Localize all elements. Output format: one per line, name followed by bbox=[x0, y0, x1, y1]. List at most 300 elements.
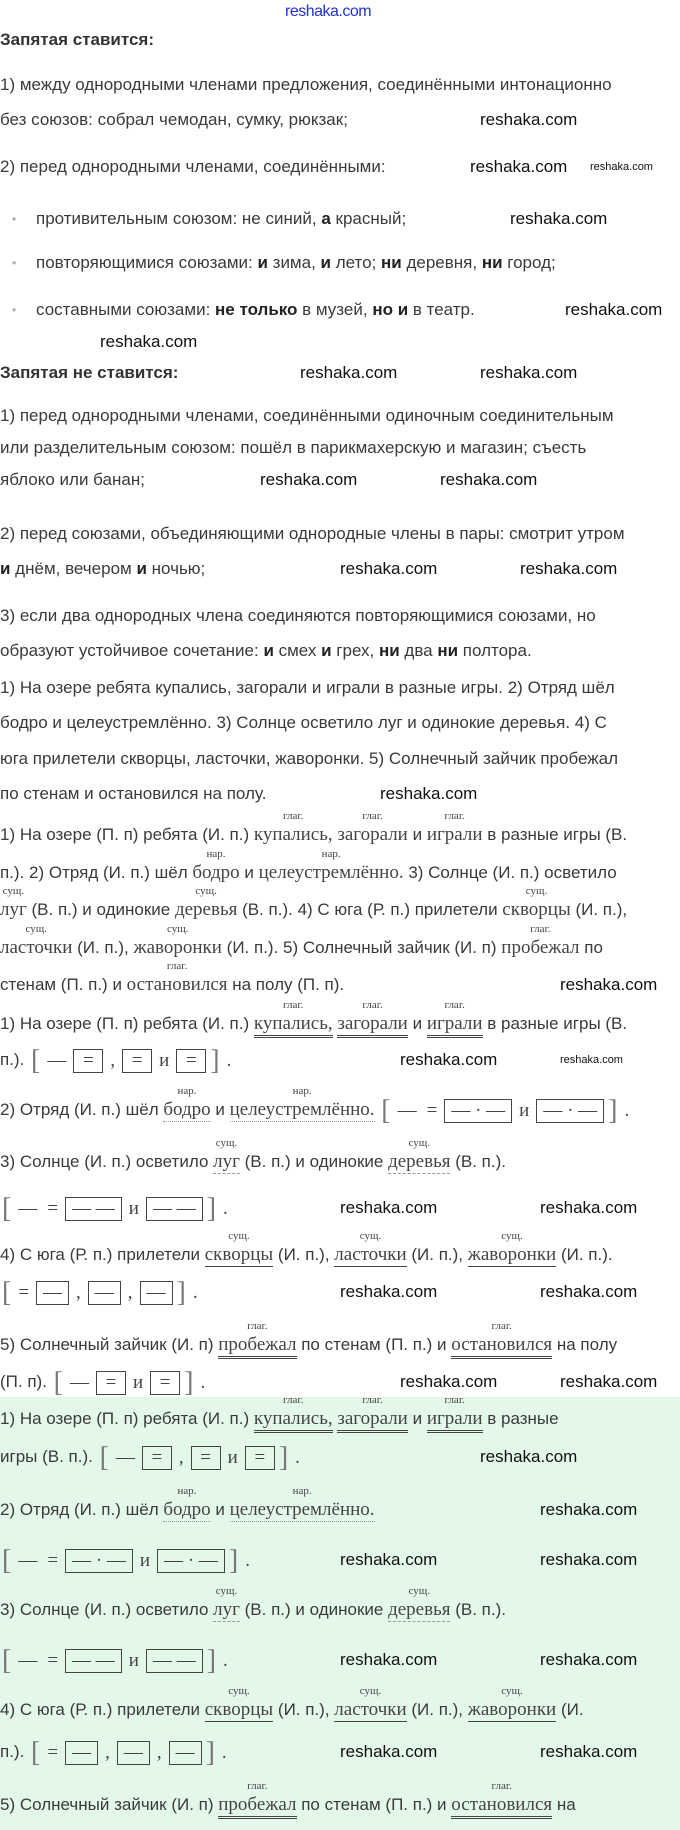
scheme-symbol: = bbox=[18, 1281, 30, 1303]
parsed-word: загорали глаг. bbox=[337, 1408, 408, 1433]
part-of-speech-label: глаг. bbox=[444, 810, 465, 822]
parsed-word: луг сущ. bbox=[0, 885, 27, 920]
scheme-symbol: , bbox=[156, 1741, 162, 1763]
part-of-speech-label: нар. bbox=[177, 1485, 197, 1497]
text-segment: 1) перед однородными членами, соединёнными одиночным соединительным bbox=[0, 406, 614, 425]
rule-1-cont bbox=[0, 108, 348, 132]
watermark: reshaka.com bbox=[510, 209, 608, 228]
watermark: reshaka.com bbox=[340, 1282, 438, 1301]
text-segment: и bbox=[210, 1500, 230, 1519]
scheme-symbol: и bbox=[128, 1649, 139, 1671]
bold-conjunction: не только bbox=[215, 300, 298, 319]
scheme-symbol: . bbox=[223, 1197, 228, 1219]
bold-conjunction: и bbox=[0, 559, 11, 578]
part-of-speech-label: нар. bbox=[292, 1485, 312, 1497]
sentence-scheme bbox=[0, 1192, 233, 1224]
text-segment: 4) С юга (Р. п.) прилетели bbox=[0, 1700, 205, 1719]
scheme-bracket: ] bbox=[278, 1441, 289, 1473]
text-segment: в театр. bbox=[408, 300, 475, 319]
parsed-word: луг сущ. bbox=[213, 1585, 240, 1620]
part-of-speech-label: сущ. bbox=[215, 1137, 238, 1149]
parsed-word: ласточки сущ. bbox=[0, 923, 73, 958]
scheme-symbol: . bbox=[226, 1049, 232, 1071]
sentence-scheme bbox=[29, 1736, 232, 1768]
text-segment: 4) С юга (Р. п.) прилетели bbox=[0, 1245, 205, 1264]
parsed-word: деревья сущ. bbox=[388, 1137, 451, 1172]
scheme-symbol: — bbox=[69, 1371, 89, 1393]
watermark: reshaka.com bbox=[565, 300, 663, 319]
text-segment: 5) Солнечный зайчик (И. п) bbox=[0, 1335, 219, 1354]
text-segment: 2) перед однородными членами, соединёнными: bbox=[0, 157, 386, 176]
scheme-box: — bbox=[140, 1281, 173, 1305]
watermark: reshaka.com bbox=[560, 975, 658, 994]
answer-sentence-1 bbox=[0, 1394, 559, 1431]
watermark: reshaka.com bbox=[440, 470, 538, 489]
bold-conjunction: и bbox=[136, 559, 147, 578]
bold-conjunction: и bbox=[321, 641, 332, 660]
scheme-box: — — bbox=[146, 1197, 203, 1221]
parsed-word: остановился глаг. bbox=[126, 960, 228, 995]
watermark: reshaka.com bbox=[590, 161, 653, 173]
text-segment: по стенам и остановился на полу. bbox=[0, 784, 267, 803]
scheme-box: = bbox=[176, 1049, 206, 1073]
sentence-4-scheme bbox=[0, 1276, 203, 1308]
exception-1 bbox=[0, 404, 614, 428]
watermark: reshaka.com bbox=[560, 1054, 623, 1066]
sentence-5-scheme bbox=[0, 1366, 210, 1398]
scheme-symbol: = bbox=[426, 1099, 438, 1121]
scheme-symbol: . bbox=[223, 1649, 228, 1671]
scheme-symbol: = bbox=[47, 1741, 59, 1763]
watermark: reshaka.com bbox=[480, 1447, 578, 1466]
answer-sentence-5 bbox=[0, 1780, 576, 1817]
parsed-word: играли глаг. bbox=[426, 810, 483, 845]
watermark: reshaka.com bbox=[540, 1650, 638, 1669]
text-segment: (И. п.). bbox=[556, 1245, 613, 1264]
text-segment: без союзов: собрал чемодан, сумку, рюкзак; bbox=[0, 110, 348, 129]
text-segment: два bbox=[399, 641, 438, 660]
text-segment: (И. п.), bbox=[406, 1245, 468, 1264]
scheme-symbol: и bbox=[139, 1549, 151, 1571]
watermark: reshaka.com bbox=[540, 1500, 638, 1519]
text-segment: (В. п.) и одинокие bbox=[239, 1152, 389, 1171]
exercise-text bbox=[0, 782, 266, 806]
text-segment: 1) На озере ребята купались, загорали и играли в разные игры. 2) Отряд шёл bbox=[0, 678, 615, 697]
text-segment: (В. п.). 4) С юга (Р. п.) прилетели bbox=[237, 900, 503, 919]
parsed-word: купались, глаг. bbox=[254, 1013, 333, 1038]
part-of-speech-label: глаг. bbox=[247, 1320, 268, 1332]
part-of-speech-label: сущ. bbox=[408, 1585, 430, 1597]
parsed-word: остановился глаг. bbox=[451, 1794, 552, 1819]
scheme-symbol: — bbox=[47, 1049, 67, 1071]
scheme-symbol: . bbox=[200, 1371, 206, 1393]
bold-conjunction: но и bbox=[372, 300, 409, 319]
scheme-symbol: — bbox=[397, 1099, 417, 1121]
sentence-scheme bbox=[0, 1644, 233, 1676]
text-segment: 1) На озере (П. п) ребята (И. п.) bbox=[0, 1409, 254, 1428]
scheme-bracket: ] bbox=[206, 1192, 217, 1224]
parsed-word: жаворонки сущ. bbox=[467, 1230, 557, 1265]
sentence-scheme bbox=[0, 1544, 255, 1576]
part-of-speech-label: сущ. bbox=[501, 1685, 523, 1697]
text-segment: составными союзами: bbox=[36, 300, 216, 319]
part-of-speech-label: сущ. bbox=[2, 885, 25, 897]
text-segment: в разные игры (В. bbox=[482, 825, 628, 844]
scheme-box: — · — bbox=[157, 1549, 225, 1573]
text-segment: 2) Отряд (И. п.) шёл bbox=[0, 1100, 164, 1119]
text-segment: п.). 2) Отряд (И. п.) шёл bbox=[0, 863, 193, 882]
text-segment: (И. bbox=[556, 1700, 584, 1719]
sentence-scheme bbox=[0, 1276, 203, 1308]
parsed-word: ласточки сущ. bbox=[334, 1685, 407, 1720]
scheme-box: — bbox=[117, 1741, 150, 1765]
scheme-box: = bbox=[96, 1371, 126, 1395]
scheme-box: — bbox=[36, 1281, 69, 1305]
text-segment: (И. п.), bbox=[406, 1700, 468, 1719]
parsed-word: играли глаг. bbox=[427, 1408, 483, 1433]
parsed-word: остановился глаг. bbox=[451, 1334, 552, 1359]
text-segment: и bbox=[210, 1100, 230, 1119]
text-segment: стенам (П. п.) и bbox=[0, 975, 127, 994]
watermark: reshaka.com bbox=[340, 1742, 438, 1761]
sentence-scheme bbox=[29, 1044, 236, 1076]
part-of-speech-label: глаг. bbox=[283, 810, 304, 822]
text-segment: (И. п.), bbox=[570, 900, 628, 919]
answer-sentence-2-scheme bbox=[0, 1544, 255, 1576]
scheme-symbol: , bbox=[105, 1741, 110, 1763]
parsed-word: луг сущ. bbox=[213, 1137, 240, 1172]
text-segment: и bbox=[239, 863, 259, 882]
scheme-box: = bbox=[73, 1049, 103, 1073]
scheme-box: — — bbox=[65, 1197, 122, 1221]
parsed-sentence-5 bbox=[0, 1320, 618, 1357]
text-segment: 2) перед союзами, объединяющими однородные члены в пары: смотрит утром bbox=[0, 524, 625, 543]
part-of-speech-label: глаг. bbox=[530, 923, 551, 935]
part-of-speech-label: сущ. bbox=[359, 1230, 382, 1242]
part-of-speech-label: сущ. bbox=[501, 1230, 523, 1242]
text-segment: зима, bbox=[267, 253, 321, 272]
watermark: reshaka.com bbox=[340, 559, 438, 578]
scheme-box: — bbox=[169, 1741, 202, 1765]
bold-conjunction: ни bbox=[381, 253, 402, 272]
part-of-speech-label: глаг. bbox=[283, 1394, 304, 1406]
part-of-speech-label: нар. bbox=[177, 1085, 197, 1097]
answer-sentence-4 bbox=[0, 1685, 584, 1722]
watermark: reshaka.com bbox=[400, 1050, 498, 1069]
rule-1 bbox=[0, 73, 612, 97]
text-segment: (П. п). bbox=[0, 1372, 52, 1391]
scheme-bracket: [ bbox=[2, 1276, 12, 1308]
rule-2-bullet-3 bbox=[36, 298, 475, 322]
scheme-bracket: [ bbox=[31, 1736, 41, 1768]
watermark: reshaka.com bbox=[260, 470, 358, 489]
scheme-box: = bbox=[191, 1446, 221, 1470]
bold-conjunction: и bbox=[320, 253, 331, 272]
scheme-symbol: и bbox=[132, 1371, 144, 1393]
exercise-text bbox=[0, 711, 607, 735]
text-segment: 5) Солнечный зайчик (И. п) bbox=[0, 1795, 219, 1814]
exception-3 bbox=[0, 604, 596, 628]
scheme-symbol: , bbox=[110, 1049, 116, 1071]
watermark: reshaka.com bbox=[300, 363, 398, 382]
text-segment: лето; bbox=[330, 253, 382, 272]
scheme-bracket: [ bbox=[2, 1192, 12, 1224]
text-segment: в разные игры (В. bbox=[482, 1014, 628, 1033]
parsed-word: деревья сущ. bbox=[174, 885, 238, 920]
part-of-speech-label: глаг. bbox=[362, 810, 383, 822]
watermark: reshaka.com bbox=[480, 110, 578, 129]
heading-comma-required bbox=[0, 28, 154, 52]
watermark: reshaka.com bbox=[540, 1550, 638, 1569]
part-of-speech-label: сущ. bbox=[408, 1137, 430, 1149]
text-segment: 2) Отряд (И. п.) шёл bbox=[0, 1500, 164, 1519]
scheme-box: — · — bbox=[444, 1099, 512, 1123]
scheme-symbol: — bbox=[18, 1649, 38, 1671]
watermark: reshaka.com bbox=[100, 332, 198, 351]
parsed-word: бодро нар. bbox=[192, 848, 240, 883]
parsed-word: пробежал глаг. bbox=[218, 1794, 296, 1819]
text-segment: или разделительным союзом: пошёл в парикмахерскую и магазин; съесть bbox=[0, 438, 587, 457]
part-of-speech-label: сущ. bbox=[359, 1685, 382, 1697]
scheme-symbol: , bbox=[127, 1281, 133, 1303]
watermark: reshaka.com bbox=[400, 1372, 498, 1391]
scheme-box: = bbox=[245, 1446, 275, 1470]
text-segment: на полу (П. п). bbox=[227, 975, 345, 994]
scheme-bracket: [ bbox=[53, 1366, 63, 1398]
scheme-bracket: [ bbox=[2, 1544, 12, 1576]
scheme-symbol: , bbox=[178, 1446, 184, 1468]
parsed-word: жаворонки сущ. bbox=[133, 923, 222, 958]
scheme-symbol: = bbox=[47, 1649, 59, 1671]
text-segment: Запятая не ставится: bbox=[0, 363, 179, 382]
part-of-speech-label: глаг. bbox=[362, 1394, 383, 1406]
part-of-speech-label: сущ. bbox=[228, 1230, 250, 1242]
bold-conjunction: и bbox=[263, 641, 274, 660]
text-segment: (И. п.), bbox=[72, 938, 134, 957]
scheme-box: = bbox=[142, 1446, 172, 1470]
exercise-text bbox=[0, 676, 615, 700]
text-segment: (В. п.) и одинокие bbox=[239, 1600, 389, 1619]
scheme-bracket: ] bbox=[210, 1044, 220, 1076]
exception-1-cont bbox=[0, 468, 145, 492]
part-of-speech-label: сущ. bbox=[25, 923, 47, 935]
text-segment: 3) Солнце (И. п.) осветило bbox=[0, 1152, 214, 1171]
parsed-word: бодро нар. bbox=[163, 1085, 211, 1120]
sentence-3-scheme bbox=[0, 1192, 233, 1224]
text-segment: 1) между однородными членами предложения, соединёнными интонационно bbox=[0, 75, 612, 94]
text-segment: Запятая ставится: bbox=[0, 30, 154, 49]
scheme-symbol: и bbox=[519, 1099, 530, 1121]
parsed-word: загорали глаг. bbox=[337, 810, 408, 845]
part-of-speech-label: глаг. bbox=[444, 999, 465, 1011]
part-of-speech-label: сущ. bbox=[215, 1585, 238, 1597]
watermark: reshaka.com bbox=[380, 784, 478, 803]
text-segment: и bbox=[407, 1409, 427, 1428]
text-segment: 3) если два однородных члена соединяются повторяющимися союзами, но bbox=[0, 606, 596, 625]
text-segment: яблоко или банан; bbox=[0, 470, 145, 489]
scheme-bracket: [ bbox=[381, 1094, 391, 1126]
analysis-text bbox=[0, 848, 617, 885]
part-of-speech-label: нар. bbox=[206, 848, 226, 860]
parsed-word: играли глаг. bbox=[427, 1013, 483, 1038]
scheme-symbol: . bbox=[624, 1099, 630, 1121]
watermark: reshaka.com bbox=[540, 1282, 638, 1301]
parsed-word: целеустремлённо. нар. bbox=[229, 1485, 375, 1520]
text-segment: (В. п.) и одинокие bbox=[26, 900, 175, 919]
watermark: reshaka.com bbox=[520, 559, 618, 578]
bold-conjunction: ни bbox=[437, 641, 459, 660]
text-segment: днём, вечером bbox=[10, 559, 137, 578]
text-segment: игры (В. п.). bbox=[0, 1447, 98, 1466]
watermark-logo: reshaka.com bbox=[285, 3, 372, 20]
bold-conjunction: а bbox=[321, 209, 331, 228]
text-segment: п.). bbox=[0, 1050, 30, 1069]
exception-3-cont bbox=[0, 639, 532, 663]
scheme-symbol: и bbox=[128, 1197, 139, 1219]
text-segment: деревня, bbox=[401, 253, 482, 272]
heading-comma-not-required bbox=[0, 361, 178, 385]
text-segment: (И. п.). 5) Солнечный зайчик (И. п) bbox=[221, 938, 502, 957]
part-of-speech-label: глаг. bbox=[283, 999, 304, 1011]
text-segment: п.). bbox=[0, 1742, 30, 1761]
bold-conjunction: и bbox=[257, 253, 268, 272]
part-of-speech-label: глаг. bbox=[491, 1780, 512, 1792]
text-segment: и bbox=[407, 825, 427, 844]
parsed-word: купались, глаг. bbox=[253, 810, 333, 845]
parsed-word: ласточки сущ. bbox=[334, 1230, 407, 1265]
part-of-speech-label: глаг. bbox=[166, 960, 188, 972]
text-segment: красный; bbox=[330, 209, 407, 228]
parsed-word: скворцы сущ. bbox=[204, 1230, 274, 1265]
answer-sentence-2 bbox=[0, 1485, 375, 1522]
text-segment: бодро и целеустремлённо. 3) Солнце осветило луг и одинокие деревья. 4) С bbox=[0, 713, 607, 732]
scheme-symbol: — bbox=[18, 1197, 38, 1219]
scheme-box: — bbox=[65, 1741, 98, 1765]
parsed-sentence-3 bbox=[0, 1137, 506, 1174]
scheme-box: — · — bbox=[536, 1099, 604, 1123]
parsed-word: целеустремлённо. нар. bbox=[258, 848, 404, 883]
watermark: reshaka.com bbox=[480, 363, 578, 382]
text-segment: в музей, bbox=[297, 300, 373, 319]
text-segment: образуют устойчивое сочетание: bbox=[0, 641, 264, 660]
text-segment: (В. п.). bbox=[450, 1600, 506, 1619]
analysis-text bbox=[0, 923, 603, 960]
parsed-word: бодро нар. bbox=[163, 1485, 211, 1520]
part-of-speech-label: нар. bbox=[321, 848, 341, 860]
scheme-box: — · — bbox=[65, 1549, 133, 1573]
text-segment: 3) Солнце (И. п.) осветило bbox=[0, 1600, 214, 1619]
text-segment: в разные bbox=[482, 1409, 559, 1428]
answer-sentence-1-scheme bbox=[0, 1441, 305, 1473]
scheme-bracket: [ bbox=[99, 1441, 109, 1473]
parsed-sentence-2 bbox=[0, 1085, 634, 1126]
text-segment: полтора. bbox=[458, 641, 532, 660]
text-segment: смех bbox=[273, 641, 322, 660]
watermark: reshaka.com bbox=[540, 1198, 638, 1217]
bullet-icon: • bbox=[12, 212, 17, 226]
scheme-bracket: ] bbox=[184, 1366, 194, 1398]
text-segment: 1) На озере (П. п) ребята (И. п.) bbox=[0, 825, 254, 844]
scheme-bracket: ] bbox=[176, 1276, 186, 1308]
scheme-symbol: . bbox=[221, 1741, 227, 1763]
scheme-symbol: и bbox=[227, 1446, 238, 1468]
watermark: reshaka.com bbox=[540, 1742, 638, 1761]
parsed-word: пробежал глаг. bbox=[501, 923, 580, 958]
parsed-sentence-4 bbox=[0, 1230, 613, 1267]
scheme-symbol: — bbox=[18, 1549, 38, 1571]
bold-conjunction: ни bbox=[378, 641, 400, 660]
text-segment: юга прилетели скворцы, ласточки, жаворонки. 5) Солнечный зайчик пробежал bbox=[0, 749, 619, 768]
text-segment: по стенам (П. п.) и bbox=[296, 1335, 452, 1354]
parsed-word: загорали глаг. bbox=[337, 1013, 408, 1038]
watermark: reshaka.com bbox=[340, 1550, 438, 1569]
parsed-word: скворцы сущ. bbox=[204, 1685, 274, 1720]
scheme-symbol: — bbox=[115, 1446, 135, 1468]
answer-sentence-4-scheme bbox=[0, 1736, 232, 1768]
parsed-word: целеустремлённо. нар. bbox=[229, 1085, 375, 1120]
sentence-1-scheme bbox=[0, 1044, 236, 1076]
text-segment: 1) На озере (П. п) ребята (И. п.) bbox=[0, 1014, 254, 1033]
rule-2-bullet-1 bbox=[36, 207, 406, 231]
part-of-speech-label: сущ. bbox=[166, 923, 189, 935]
analysis-text bbox=[0, 810, 628, 847]
scheme-bracket: ] bbox=[206, 1644, 217, 1676]
scheme-box: — bbox=[88, 1281, 121, 1305]
scheme-symbol: = bbox=[47, 1549, 59, 1571]
scheme-bracket: [ bbox=[31, 1044, 41, 1076]
scheme-symbol: = bbox=[47, 1197, 59, 1219]
parsed-word: пробежал глаг. bbox=[218, 1334, 296, 1359]
bold-conjunction: ни bbox=[481, 253, 503, 272]
watermark: reshaka.com bbox=[340, 1198, 438, 1217]
scheme-symbol: и bbox=[159, 1049, 170, 1071]
part-of-speech-label: сущ. bbox=[228, 1685, 250, 1697]
exercise-text bbox=[0, 747, 618, 771]
analysis-text bbox=[0, 960, 345, 997]
text-segment: грех, bbox=[331, 641, 379, 660]
watermark: reshaka.com bbox=[340, 1650, 438, 1669]
analysis-text bbox=[0, 885, 628, 922]
parsed-word: жаворонки сущ. bbox=[467, 1685, 557, 1720]
part-of-speech-label: глаг. bbox=[247, 1780, 268, 1792]
text-segment: (И. п.), bbox=[273, 1700, 335, 1719]
exception-2 bbox=[0, 522, 625, 546]
watermark: reshaka.com bbox=[470, 157, 568, 176]
parsed-word: деревья сущ. bbox=[388, 1585, 451, 1620]
text-segment: по bbox=[579, 938, 603, 957]
text-segment: город; bbox=[502, 253, 556, 272]
scheme-symbol: . bbox=[295, 1446, 300, 1468]
text-segment: противительным союзом: не синий, bbox=[36, 209, 322, 228]
exception-2-cont bbox=[0, 557, 205, 581]
exception-1-cont bbox=[0, 436, 586, 460]
scheme-box: = bbox=[150, 1371, 180, 1395]
text-segment: на bbox=[552, 1795, 576, 1814]
scheme-box: — — bbox=[65, 1649, 122, 1673]
scheme-bracket: [ bbox=[2, 1644, 12, 1676]
answer-sentence-3-scheme bbox=[0, 1644, 233, 1676]
parsed-word: купались, глаг. bbox=[254, 1408, 333, 1433]
watermark: reshaka.com bbox=[560, 1372, 658, 1391]
sentence-scheme bbox=[98, 1441, 305, 1473]
scheme-bracket: ] bbox=[205, 1736, 215, 1768]
sentence-scheme bbox=[379, 1094, 634, 1126]
scheme-bracket: ] bbox=[608, 1094, 618, 1126]
scheme-symbol: . bbox=[245, 1549, 250, 1571]
text-segment: повторяющимися союзами: bbox=[36, 253, 258, 272]
scheme-symbol: , bbox=[76, 1281, 81, 1303]
parsed-sentence-1 bbox=[0, 999, 628, 1036]
